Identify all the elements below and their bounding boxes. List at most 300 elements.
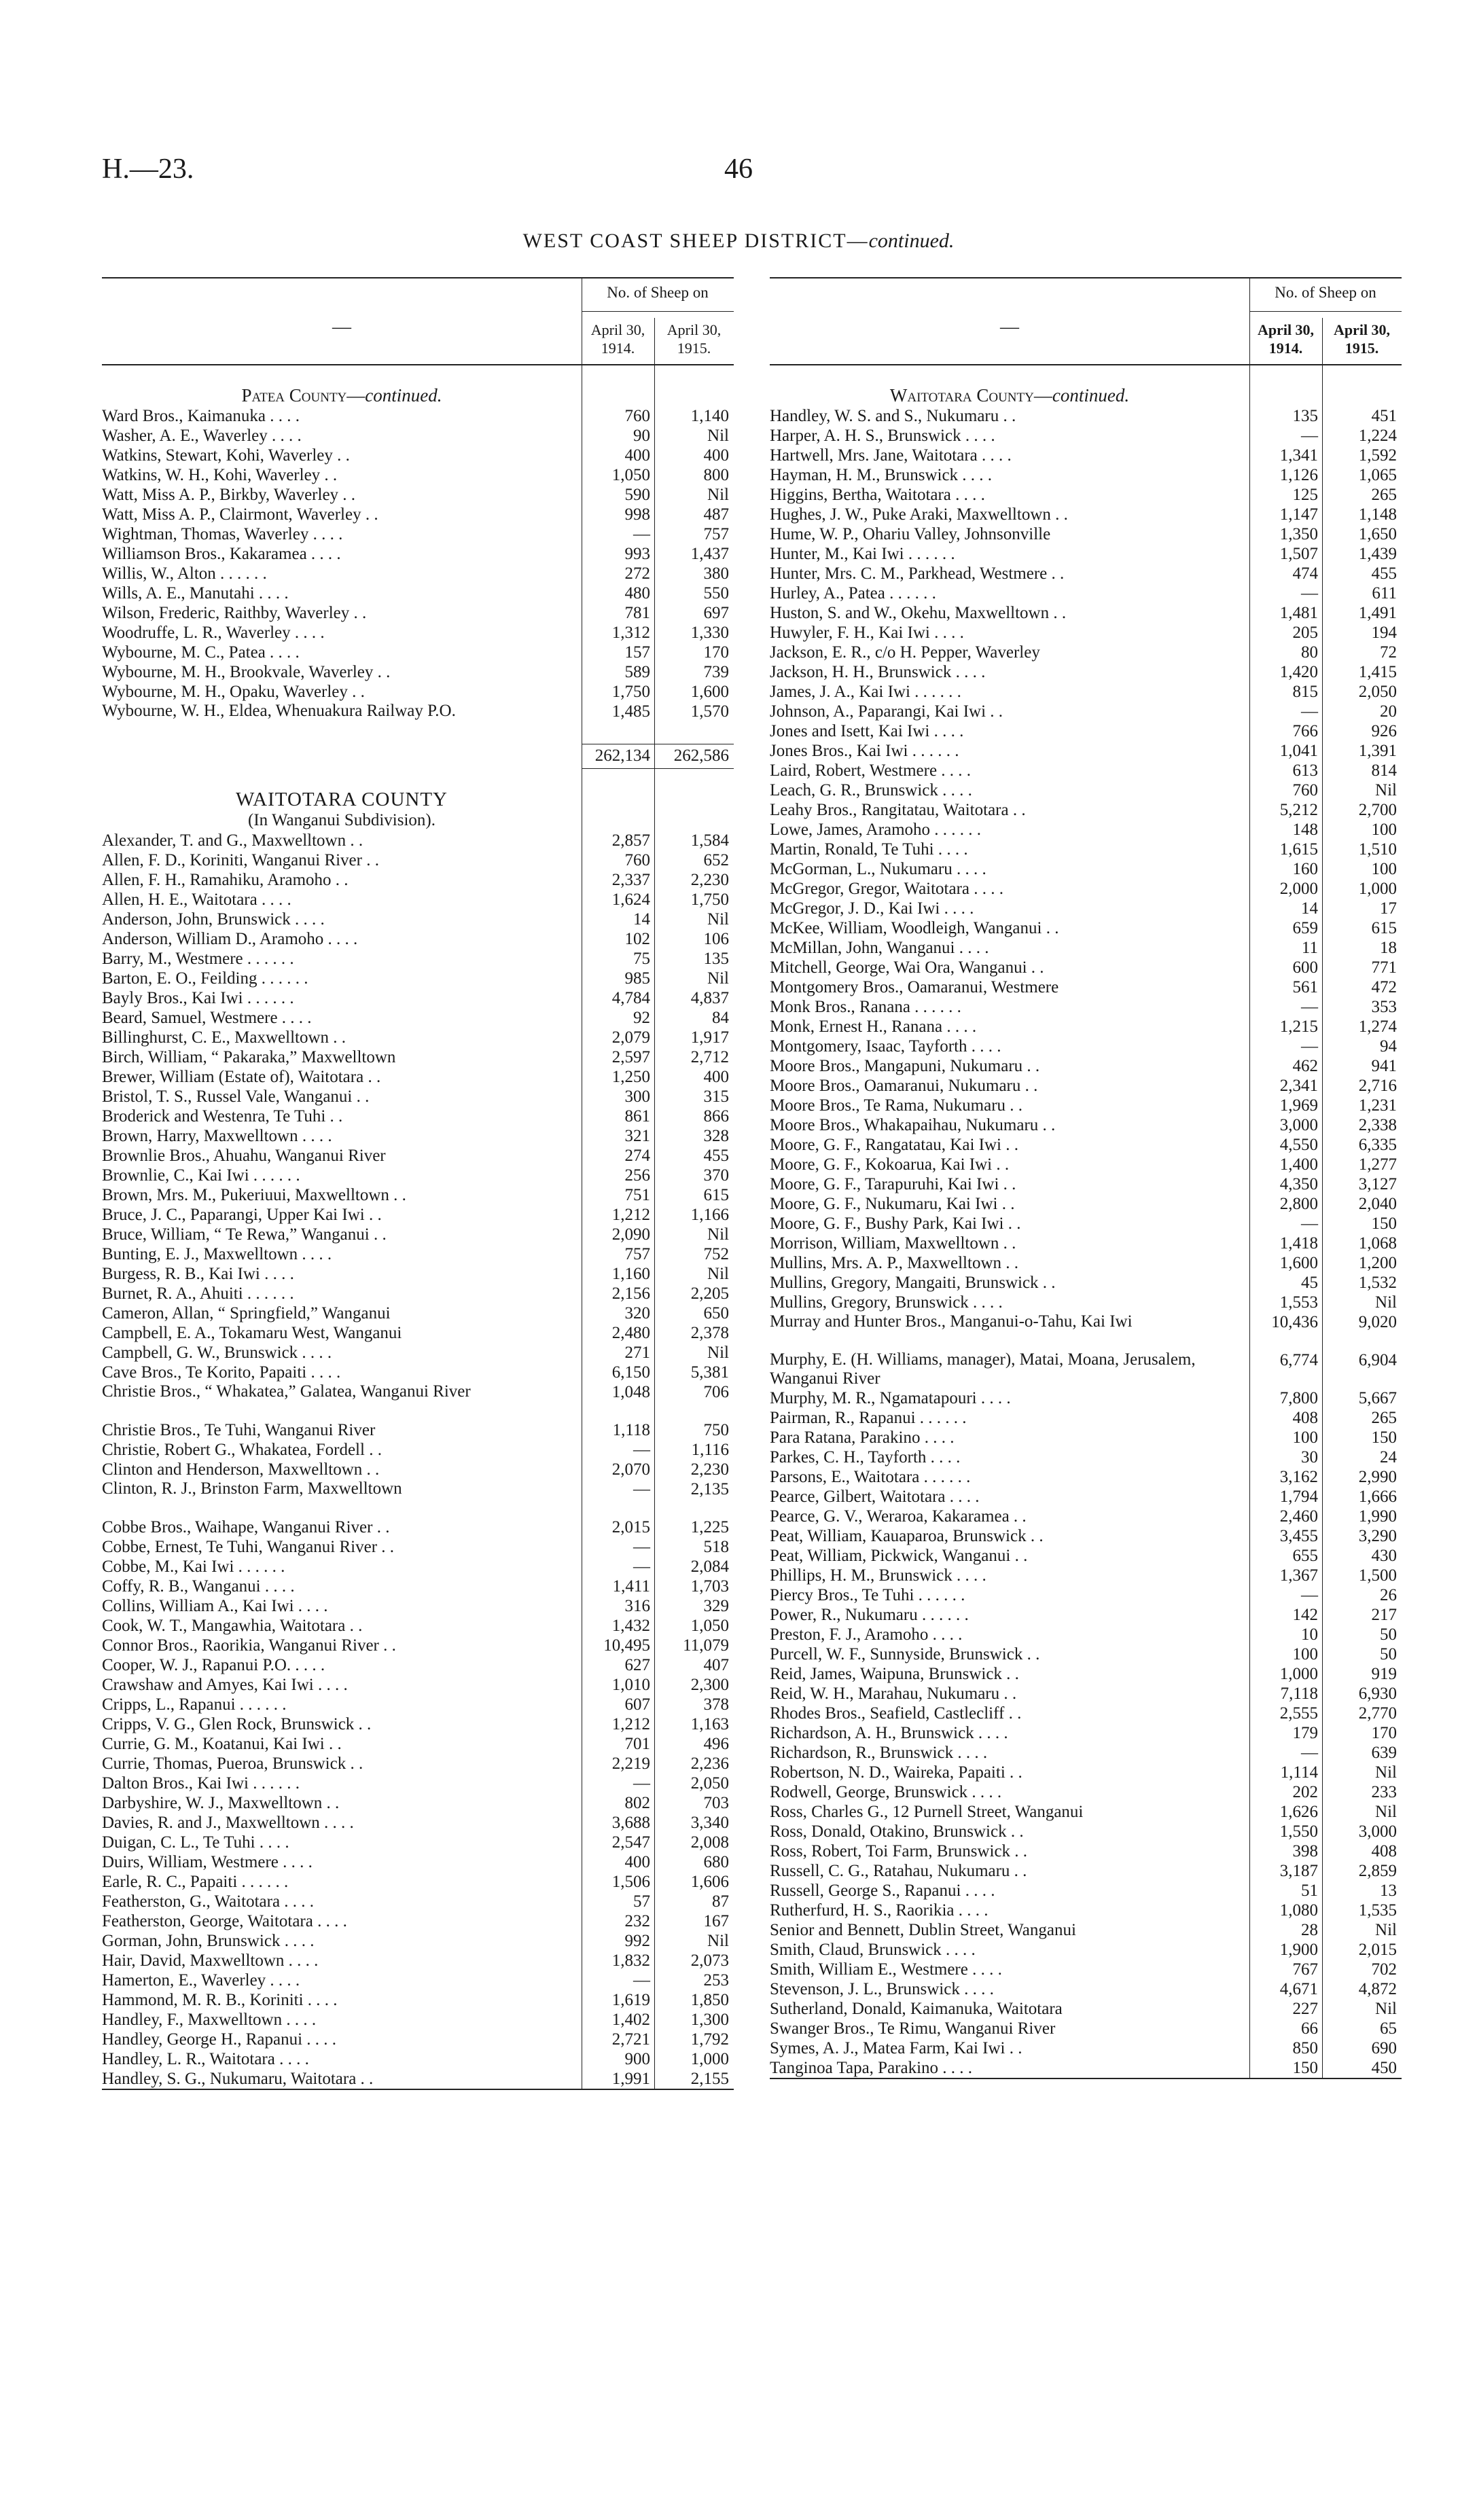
sheep-1915: 1,065 [1358, 466, 1397, 484]
table-row [102, 1323, 734, 1343]
table-row [102, 1244, 734, 1264]
sheep-1914: 316 [624, 1597, 650, 1615]
table-row [770, 1017, 1402, 1037]
sheep-1915: 652 [703, 851, 729, 869]
sheep-1915: Nil [707, 427, 729, 445]
sheep-1915: 400 [703, 1068, 729, 1086]
table-row [102, 1537, 734, 1557]
sheep-1915: 1,391 [1358, 742, 1397, 760]
sheep-1915: 455 [703, 1147, 729, 1165]
table-row [102, 2010, 734, 2030]
sheep-1914: 2,219 [611, 1754, 650, 1773]
sheep-1915: 2,700 [1358, 801, 1397, 819]
sheep-1915: 170 [703, 643, 729, 662]
sheep-1915: 150 [1371, 1214, 1397, 1233]
owner-name: James, J. A., Kai Iwi . . . . . . [770, 683, 961, 701]
sheep-1914: — [1301, 702, 1318, 721]
owner-name: Robertson, N. D., Waireka, Papaiti . . [770, 1763, 1022, 1782]
owner-name: Moore, G. F., Bushy Park, Kai Iwi . . [770, 1214, 1021, 1233]
table-row [102, 1146, 734, 1166]
sheep-1915: 253 [703, 1971, 729, 1990]
table-row [102, 485, 734, 505]
sheep-1914: 802 [624, 1794, 650, 1812]
table-row [102, 1166, 734, 1185]
sheep-1914: 766 [1292, 722, 1318, 740]
table-row [770, 1056, 1402, 1076]
owner-name: Symes, A. J., Matea Farm, Kai Iwi . . [770, 2039, 1022, 2057]
table-row [102, 446, 734, 465]
sheep-1914: 57 [633, 1892, 650, 1911]
owner-name: Laird, Robert, Westmere . . . . [770, 761, 972, 780]
owner-name: Smith, William E., Westmere . . . . [770, 1960, 1002, 1979]
owner-name: Handley, L. R., Waitotara . . . . [102, 2050, 309, 2068]
table-row [770, 1901, 1402, 1920]
table-row [770, 1234, 1402, 1253]
table-row [770, 426, 1402, 446]
sheep-1915: 1,606 [690, 1873, 729, 1891]
sheep-1914: 2,460 [1279, 1507, 1318, 1526]
owner-name: Willis, W., Alton . . . . . . [102, 564, 267, 583]
sheep-1914: 142 [1292, 1606, 1318, 1624]
table-row [102, 1931, 734, 1951]
owner-name: Moore Bros., Te Rama, Nukumaru . . [770, 1096, 1023, 1115]
sheep-1914: 815 [1292, 683, 1318, 701]
sheep-1915: 518 [703, 1538, 729, 1556]
sheep-1915: 1,300 [690, 2011, 729, 2029]
table-row [770, 702, 1402, 721]
owner-name: McMillan, John, Wanganui . . . . [770, 939, 989, 957]
table-row [770, 1312, 1402, 1350]
owner-name: Montgomery Bros., Oamaranui, Westmere [770, 978, 1059, 996]
sheep-1915: 9,020 [1358, 1313, 1397, 1331]
sheep-1915: 706 [703, 1383, 729, 1401]
table-row [102, 969, 734, 988]
owner-name: Wybourne, W. H., Eldea, Whenuakura Railway P.O. [102, 702, 456, 720]
sheep-1915: Nil [1375, 1803, 1397, 1821]
sheep-1915: 1,274 [1358, 1018, 1397, 1036]
sheep-1915: 1,200 [1358, 1254, 1397, 1272]
table-row [770, 524, 1402, 544]
sheep-1914: 400 [624, 446, 650, 465]
table-row [102, 603, 734, 623]
sheep-1915: 1,166 [690, 1206, 729, 1224]
table-row [770, 741, 1402, 761]
sheep-1915: 550 [703, 584, 729, 602]
sheep-1915: 2,716 [1358, 1077, 1397, 1095]
table-row [770, 1293, 1402, 1312]
owner-name: Burgess, R. B., Kai Iwi . . . . [102, 1265, 294, 1283]
sheep-1915: 400 [703, 446, 729, 465]
owner-name: Parsons, E., Waitotara . . . . . . [770, 1468, 971, 1486]
owner-name: Rhodes Bros., Seafield, Castlecliff . . [770, 1704, 1022, 1723]
sheep-1915: 1,140 [690, 407, 729, 425]
page-number: 46 [724, 154, 753, 185]
sheep-1915: 1,277 [1358, 1155, 1397, 1174]
table-row [102, 1911, 734, 1931]
sheep-1915: 450 [1371, 2059, 1397, 2077]
table-row [102, 1616, 734, 1636]
table-row [770, 1763, 1402, 1782]
table-row [102, 1675, 734, 1695]
sheep-1914: 7,118 [1280, 1685, 1318, 1703]
left-table-header [102, 278, 734, 365]
sheep-1914: 75 [633, 950, 650, 968]
sheep-1915: 3,290 [1358, 1527, 1397, 1545]
table-row [102, 623, 734, 643]
sheep-1915: 1,000 [1358, 880, 1397, 898]
sheep-1914: — [1301, 427, 1318, 445]
owner-name: McGregor, J. D., Kai Iwi . . . . [770, 899, 974, 918]
sheep-1914: 92 [633, 1009, 650, 1027]
sheep-1914: 398 [1292, 1842, 1318, 1860]
owner-name: Currie, G. M., Koatanui, Kai Iwi . . [102, 1735, 342, 1753]
sheep-1915: 941 [1371, 1057, 1397, 1075]
sheep-1915: 1,584 [690, 831, 729, 850]
owner-name: Pearce, Gilbert, Waitotara . . . . [770, 1488, 980, 1506]
owner-name: Mullins, Gregory, Mangaiti, Brunswick . . [770, 1274, 1056, 1292]
total-1914: 262,134 [594, 746, 650, 765]
owner-name: Wybourne, M. C., Patea . . . . [102, 643, 300, 662]
sheep-1915: 1,439 [1358, 545, 1397, 563]
sheep-1914: 781 [624, 604, 650, 622]
owner-name: Barton, E. O., Feilding . . . . . . [102, 969, 308, 988]
sheep-1915: 20 [1380, 702, 1397, 721]
sheep-1915: 6,904 [1358, 1351, 1397, 1369]
sheep-1914: 659 [1292, 919, 1318, 937]
owner-name: Brown, Harry, Maxwelltown . . . . [102, 1127, 332, 1145]
sheep-1914: 90 [633, 427, 650, 445]
owner-name: McKee, William, Woodleigh, Wanganui . . [770, 919, 1059, 937]
table-row [770, 1115, 1402, 1135]
owner-name: Gorman, John, Brunswick . . . . [102, 1932, 315, 1950]
sheep-1914: 2,800 [1279, 1195, 1318, 1213]
owner-name: Russell, C. G., Ratahau, Nukumaru . . [770, 1862, 1027, 1880]
owner-name: Christie Bros., Te Tuhi, Wanganui River [102, 1421, 376, 1439]
owner-name: Williamson Bros., Kakaramea . . . . [102, 545, 341, 563]
owner-name: Duigan, C. L., Te Tuhi . . . . [102, 1833, 289, 1852]
sheep-1914: 1,969 [1279, 1096, 1318, 1115]
sheep-1915: 451 [1371, 407, 1397, 425]
owner-name: Leahy Bros., Rangitatau, Waitotara . . [770, 801, 1026, 819]
sheep-1915: Nil [1375, 1921, 1397, 1939]
table-row [770, 1960, 1402, 1979]
owner-name: Anderson, William D., Aramoho . . . . [102, 930, 358, 948]
sheep-1914: 1,832 [611, 1951, 650, 1970]
sheep-1915: 866 [703, 1107, 729, 1126]
sheep-1914: 2,547 [611, 1833, 650, 1852]
sheep-1915: Nil [707, 486, 729, 504]
sheep-1914: 160 [1292, 860, 1318, 878]
table-row [102, 870, 734, 890]
title-main: WEST COAST SHEEP DISTRICT— [522, 230, 869, 252]
sheep-1915: 2,008 [690, 1833, 729, 1852]
sheep-1914: 1,212 [611, 1715, 650, 1733]
owner-name: Murray and Hunter Bros., Manganui-o-Tahu, Kai Iwi [770, 1312, 1133, 1331]
table-row [102, 583, 734, 603]
owner-name: Leach, G. R., Brunswick . . . . [770, 781, 972, 799]
year-1914-header: April 30, 1914. [1257, 321, 1315, 357]
sheep-1915: 752 [703, 1245, 729, 1263]
sheep-1915: 702 [1371, 1960, 1397, 1979]
table-row [102, 426, 734, 446]
sheep-1914: 157 [624, 643, 650, 662]
sheep-1915: 13 [1380, 1882, 1397, 1900]
owner-name: Allen, F. D., Koriniti, Wanganui River . . [102, 851, 379, 869]
sheep-1914: 227 [1292, 2000, 1318, 2018]
owner-name: Duirs, William, Westmere . . . . [102, 1853, 313, 1871]
table-row [102, 1420, 734, 1440]
sheep-1914: 271 [624, 1344, 650, 1362]
sheep-1915: 487 [703, 505, 729, 524]
owner-name: Ross, Donald, Otakino, Brunswick . . [770, 1822, 1024, 1841]
sheep-1915: 370 [703, 1166, 729, 1185]
table-row [770, 1723, 1402, 1743]
sheep-1914: 4,784 [611, 989, 650, 1007]
sheep-1915: 2,990 [1358, 1468, 1397, 1486]
table-row [102, 1774, 734, 1793]
table-row [770, 1881, 1402, 1901]
sheep-1914: 993 [624, 545, 650, 563]
sheep-1915: 771 [1371, 958, 1397, 977]
sheep-1915: 2,050 [690, 1774, 729, 1793]
sheep-1914: 51 [1301, 1882, 1318, 1900]
owner-name: Peat, William, Pickwick, Wanganui . . [770, 1547, 1028, 1565]
owner-name: Ross, Charles G., 12 Purnell Street, Wanganui [770, 1803, 1084, 1821]
owner-name: Phillips, H. M., Brunswick . . . . [770, 1566, 986, 1585]
table-row [770, 859, 1402, 879]
sheep-1915: 4,837 [690, 989, 729, 1007]
table-row [102, 1303, 734, 1323]
sheep-1914: 1,147 [1279, 505, 1318, 524]
sheep-1915: Nil [1375, 1293, 1397, 1312]
table-row [102, 850, 734, 870]
sheep-1914: 148 [1292, 821, 1318, 839]
owner-name: Watkins, W. H., Kohi, Waverley . . [102, 466, 338, 484]
table-row [770, 1526, 1402, 1546]
owner-name: Reid, W. H., Marahau, Nukumaru . . [770, 1685, 1017, 1703]
owner-name: Handley, S. G., Nukumaru, Waitotara . . [102, 2070, 374, 2088]
sheep-1914: 474 [1292, 564, 1318, 583]
sheep-1915: 1,163 [690, 1715, 729, 1733]
sheep-1915: 1,225 [690, 1518, 729, 1536]
sheep-1914: 1,402 [611, 2011, 650, 2029]
owner-name: Birch, William, “ Pakaraka,” Maxwelltown [102, 1048, 396, 1066]
sheep-1914: 1,400 [1279, 1155, 1318, 1174]
owner-name: Hunter, Mrs. C. M., Parkhead, Westmere . . [770, 564, 1065, 583]
sheep-1914: 1,367 [1279, 1566, 1318, 1585]
sheep-1914: — [633, 525, 650, 543]
table-row [770, 1979, 1402, 1999]
right-table-header [770, 278, 1402, 365]
sheep-1915: 315 [703, 1087, 729, 1106]
table-row [770, 1428, 1402, 1447]
owner-name: Handley, George H., Rapanui . . . . [102, 2030, 337, 2049]
owner-name: Hamerton, E., Waverley . . . . [102, 1971, 300, 1990]
owner-name: Hayman, H. M., Brunswick . . . . [770, 466, 993, 484]
table-row [770, 1447, 1402, 1467]
sheep-1914: 202 [1292, 1783, 1318, 1801]
sheep-1915: 150 [1371, 1428, 1397, 1447]
owner-name: Peat, William, Kauaparoa, Brunswick . . [770, 1527, 1044, 1545]
sheep-1914: 14 [1301, 899, 1318, 918]
owner-name: Pairman, R., Rapanui . . . . . . [770, 1409, 967, 1427]
owner-name: Christie, Robert G., Whakatea, Fordell . . [102, 1441, 382, 1459]
sheep-1915: 472 [1371, 978, 1397, 996]
sheep-1915: 5,667 [1358, 1389, 1397, 1407]
table-row [102, 524, 734, 544]
table-row [770, 1920, 1402, 1940]
sheep-1914: 1,000 [1279, 1665, 1318, 1683]
sheep-1915: 615 [1371, 919, 1397, 937]
owner-name: Crawshaw and Amyes, Kai Iwi . . . . [102, 1676, 348, 1694]
sheep-1915: 1,650 [1358, 525, 1397, 543]
owner-name: Washer, A. E., Waverley . . . . [102, 427, 302, 445]
sheep-1914: 2,857 [611, 831, 650, 850]
sheep-1914: 150 [1292, 2059, 1318, 2077]
table-row [770, 1999, 1402, 2019]
table-row [102, 1813, 734, 1833]
owner-name: Cripps, V. G., Glen Rock, Brunswick . . [102, 1715, 372, 1733]
sheep-1914: 1,048 [611, 1383, 650, 1401]
owner-name: Darbyshire, W. J., Maxwelltown . . [102, 1794, 340, 1812]
table-row [102, 544, 734, 564]
sheep-1915: 455 [1371, 564, 1397, 583]
owner-name: Huston, S. and W., Okehu, Maxwelltown . . [770, 604, 1067, 622]
sheep-1915: 5,381 [690, 1363, 729, 1382]
table-row [102, 505, 734, 524]
sheep-1915: 1,750 [690, 890, 729, 909]
owner-name: Power, R., Nukumaru . . . . . . [770, 1606, 969, 1624]
sheep-1914: 2,090 [611, 1225, 650, 1244]
sheep-1915: 639 [1371, 1744, 1397, 1762]
sheep-1914: 1,991 [611, 2070, 650, 2088]
table-row [770, 465, 1402, 485]
waitotara-subheading: (In Wanganui Subdivision). [248, 811, 435, 829]
table-row [770, 2019, 1402, 2038]
owner-name: Preston, F. J., Aramoho . . . . [770, 1625, 963, 1644]
table-row [102, 1951, 734, 1970]
sheep-1915: 194 [1371, 624, 1397, 642]
table-row [770, 977, 1402, 997]
owner-name: Earle, R. C., Papaiti . . . . . . [102, 1873, 289, 1891]
owner-name: Featherston, George, Waitotara . . . . [102, 1912, 347, 1930]
sheep-1914: 4,350 [1279, 1175, 1318, 1193]
owner-name: Smith, Claud, Brunswick . . . . [770, 1941, 976, 1959]
table-row [770, 1135, 1402, 1155]
sheep-1915: 17 [1380, 899, 1397, 918]
sheep-1914: 1,900 [1279, 1941, 1318, 1959]
sheep-1914: 767 [1292, 1960, 1318, 1979]
table-row [770, 1096, 1402, 1115]
sheep-1915: Nil [707, 1344, 729, 1362]
sheep-1915: 1,917 [690, 1028, 729, 1047]
table-row [102, 1028, 734, 1047]
sheep-1914: 1,418 [1279, 1234, 1318, 1253]
table-row [770, 1940, 1402, 1960]
sheep-1914: 5,212 [1279, 801, 1318, 819]
sheep-1914: — [633, 1971, 650, 1990]
sheep-1914: 2,079 [611, 1028, 650, 1047]
sheep-1915: Nil [1375, 781, 1397, 799]
sheep-1914: 100 [1292, 1428, 1318, 1447]
sheep-1915: 50 [1380, 1625, 1397, 1644]
sheep-1914: 102 [624, 930, 650, 948]
sheep-1915: 2,135 [690, 1480, 729, 1498]
owner-name: Brownlie, C., Kai Iwi . . . . . . [102, 1166, 300, 1185]
sheep-1915: 265 [1371, 486, 1397, 504]
owner-name: Davies, R. and J., Maxwelltown . . . . [102, 1814, 354, 1832]
table-row [770, 938, 1402, 958]
sheep-1915: 84 [712, 1009, 729, 1027]
owner-name: Johnson, A., Paparangi, Kai Iwi . . [770, 702, 1003, 721]
owner-name: Monk Bros., Ranana . . . . . . [770, 998, 961, 1016]
sheep-1914: 1,215 [1279, 1018, 1318, 1036]
sheep-1914: 179 [1292, 1724, 1318, 1742]
owner-name: Monk, Ernest H., Ranana . . . . [770, 1018, 977, 1036]
table-row [770, 623, 1402, 643]
sheep-1914: 320 [624, 1304, 650, 1322]
sheep-1915: 233 [1371, 1783, 1397, 1801]
sheep-1915: 380 [703, 564, 729, 583]
owner-name: Richardson, R., Brunswick . . . . [770, 1744, 988, 1762]
sheep-1915: 2,712 [690, 1048, 729, 1066]
sheep-1914: 4,671 [1279, 1980, 1318, 1998]
sheep-1915: 170 [1371, 1724, 1397, 1742]
sheep-1915: 814 [1371, 761, 1397, 780]
left-table [102, 277, 734, 2090]
sheep-1915: 328 [703, 1127, 729, 1145]
owner-name: McGregor, Gregor, Waitotara . . . . [770, 880, 1004, 898]
sheep-1915: 65 [1380, 2019, 1397, 2038]
sheep-1914: 2,341 [1279, 1077, 1318, 1095]
table-row [102, 1460, 734, 1479]
sheep-1914: 2,597 [611, 1048, 650, 1066]
sheep-1915: 1,000 [690, 2050, 729, 2068]
owner-name: Murphy, M. R., Ngamatapouri . . . . [770, 1389, 1011, 1407]
sheep-1915: 1,570 [690, 702, 729, 721]
sheep-1914: 2,156 [611, 1284, 650, 1303]
owner-name: Dalton Bros., Kai Iwi . . . . . . [102, 1774, 300, 1793]
table-row [102, 465, 734, 485]
table-row [770, 1684, 1402, 1704]
table-row [102, 988, 734, 1008]
sheep-1914: 1,041 [1279, 742, 1318, 760]
sheep-1914: 1,118 [612, 1421, 650, 1439]
owner-name: Piercy Bros., Te Tuhi . . . . . . [770, 1586, 965, 1604]
owner-name: Moore, G. F., Tarapuruhi, Kai Iwi . . [770, 1175, 1016, 1193]
sheep-1914: 3,455 [1279, 1527, 1318, 1545]
sheep-1914: 589 [624, 663, 650, 681]
owner-name: Ross, Robert, Toi Farm, Brunswick . . [770, 1842, 1028, 1860]
sheep-1914: 1,615 [1279, 840, 1318, 859]
owner-name: Collins, William A., Kai Iwi . . . . [102, 1597, 328, 1615]
owner-name: Christie Bros., “ Whakatea,” Galatea, Wanganui River [102, 1382, 471, 1401]
sheep-1914: 655 [1292, 1547, 1318, 1565]
table-row [770, 840, 1402, 859]
table-row [770, 1605, 1402, 1625]
owner-name: Morrison, William, Maxwelltown . . [770, 1234, 1016, 1253]
sheep-1914: 757 [624, 1245, 650, 1263]
owner-name: Moore, G. F., Nukumaru, Kai Iwi . . [770, 1195, 1015, 1213]
table-row [770, 682, 1402, 702]
owner-name: Russell, George S., Rapanui . . . . [770, 1882, 995, 1900]
sheep-1915: 18 [1380, 939, 1397, 957]
sheep-1915: Nil [1375, 2000, 1397, 2018]
sheep-1915: 1,592 [1358, 446, 1397, 465]
sheep-1914: — [1301, 584, 1318, 602]
owner-name: Para Ratana, Parakino . . . . [770, 1428, 955, 1447]
table-row [102, 1714, 734, 1734]
